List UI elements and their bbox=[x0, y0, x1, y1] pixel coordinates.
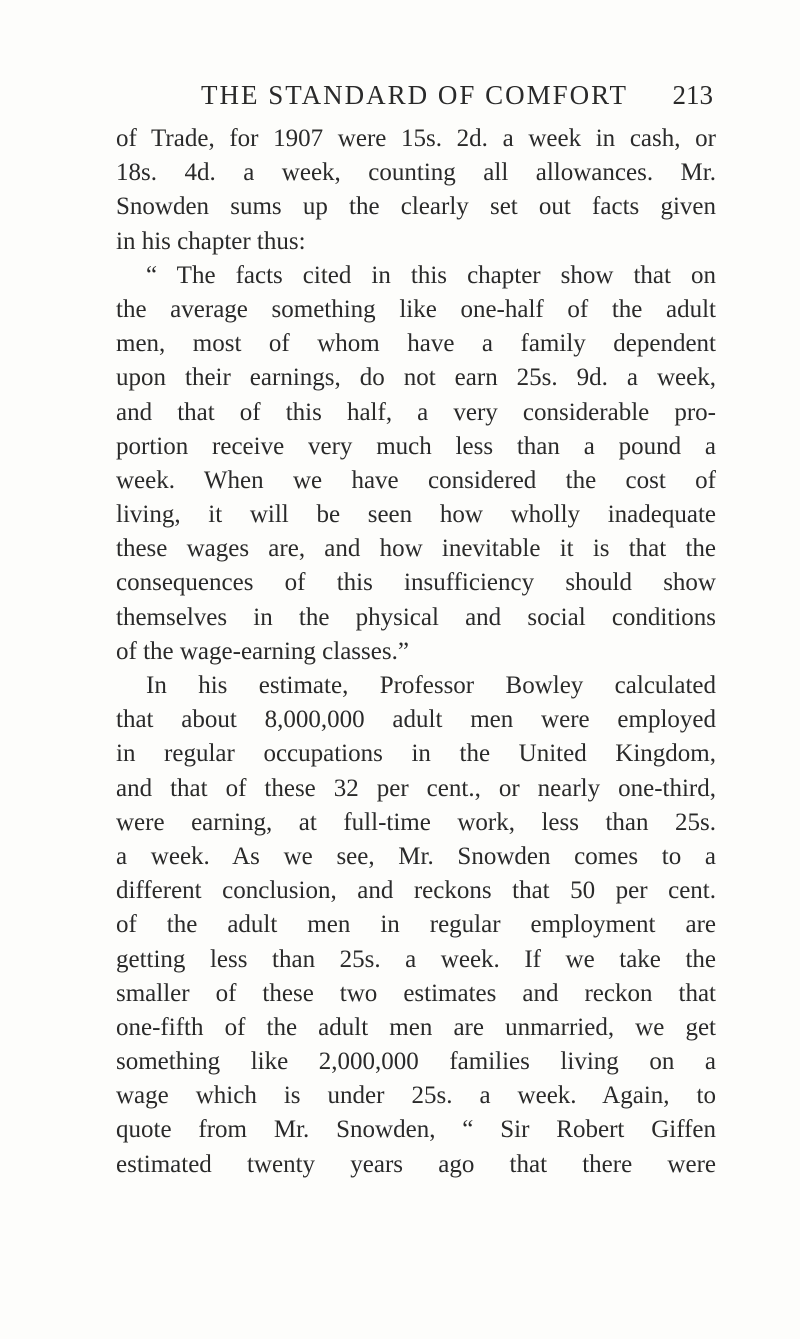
page-number: 213 bbox=[672, 80, 713, 110]
text-line: in regular occupations in the United Kingdom, bbox=[116, 740, 716, 768]
text-line: of the adult men in regular employment are bbox=[116, 911, 716, 939]
text-line: week. When we have considered the cost of bbox=[116, 466, 716, 494]
text-line: 18s. 4d. a week, counting all allowances. Mr. bbox=[116, 159, 716, 187]
text-line: Snowden sums up the clearly set out facts given bbox=[116, 193, 716, 221]
text-line: estimated twenty years ago that there were bbox=[116, 1150, 716, 1178]
text-line: quote from Mr. Snowden, “ Sir Robert Giffen bbox=[116, 1116, 716, 1144]
text-line: men, most of whom have a family dependent bbox=[116, 330, 716, 358]
text-line: In his estimate, Professor Bowley calculated bbox=[146, 672, 716, 699]
text-line: and that of these 32 per cent., or nearly one-third, bbox=[116, 774, 716, 802]
running-head bbox=[116, 80, 716, 120]
text-line: wage which is under 25s. a week. Again, to bbox=[116, 1082, 716, 1110]
text-line: of the wage-earning classes.” bbox=[116, 637, 409, 665]
text-line: one-fifth of the adult men are unmarried, we get bbox=[116, 1013, 716, 1041]
text-line: and that of this half, a very considerable pro- bbox=[116, 398, 716, 426]
text-line: portion receive very much less than a pound a bbox=[116, 432, 716, 460]
text-line: a week. As we see, Mr. Snowden comes to a bbox=[116, 842, 716, 870]
text-line: “ The facts cited in this chapter show that on bbox=[146, 261, 716, 289]
text-line: living, it will be seen how wholly inadequate bbox=[116, 501, 716, 529]
body-text bbox=[116, 122, 716, 1182]
text-line: getting less than 25s. a week. If we take the bbox=[116, 945, 716, 973]
text-line: were earning, at full-time work, less than 25s. bbox=[116, 808, 716, 836]
text-line: themselves in the physical and social conditions bbox=[116, 603, 716, 631]
text-line: smaller of these two estimates and reckon that bbox=[116, 979, 716, 1007]
text-line: something like 2,000,000 families living on a bbox=[116, 1048, 716, 1076]
text-line: in his chapter thus: bbox=[116, 227, 306, 255]
text-line: the average something like one-half of the adult bbox=[116, 295, 716, 323]
running-title: THE STANDARD OF COMFORT bbox=[201, 80, 629, 110]
text-line: of Trade, for 1907 were 15s. 2d. a week in cash, or bbox=[116, 125, 716, 152]
text-line: upon their earnings, do not earn 25s. 9d. a week, bbox=[116, 364, 716, 392]
text-line: consequences of this insufficiency should show bbox=[116, 569, 716, 597]
text-line: these wages are, and how inevitable it is that the bbox=[116, 535, 716, 563]
text-line: that about 8,000,000 adult men were employed bbox=[116, 706, 716, 734]
text-line: different conclusion, and reckons that 50 per cent. bbox=[116, 877, 716, 905]
